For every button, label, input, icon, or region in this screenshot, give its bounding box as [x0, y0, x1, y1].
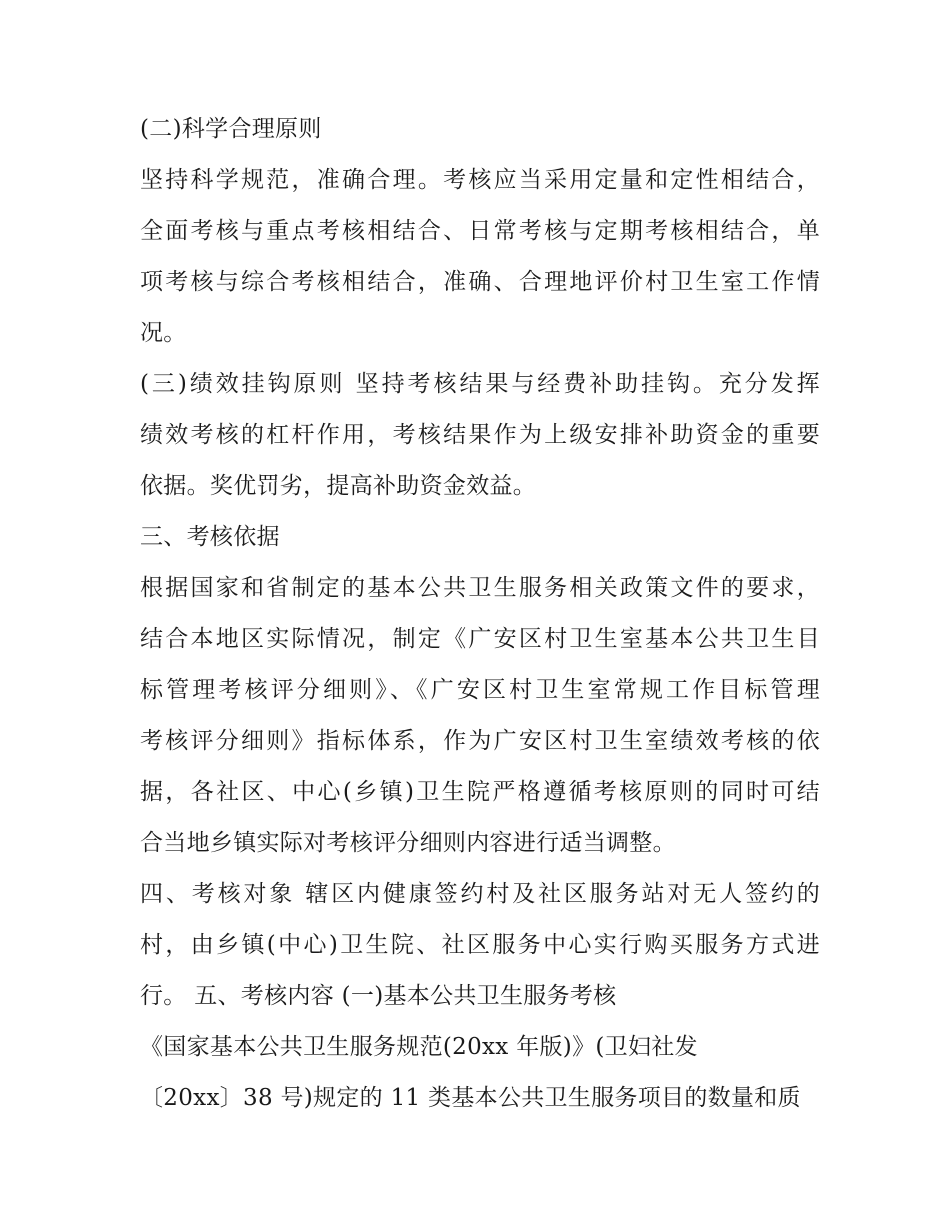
- body-text-line: 况。: [140, 320, 187, 346]
- body-text-line: 全面考核与重点考核相结合、日常考核与定期考核相结合，单: [140, 218, 820, 244]
- section-heading-content-line: 行。 五、考核内容 (一)基本公共卫生服务考核: [140, 983, 617, 1009]
- body-text-line: 合当地乡镇实际对考核评分细则内容进行适当调整。: [140, 830, 676, 856]
- section-heading-3-line: (三)绩效挂钩原则 坚持考核结果与经费补助挂钩。充分发挥: [140, 371, 820, 397]
- body-text-line: 绩效考核的杠杆作用，考核结果作为上级安排补助资金的重要: [140, 422, 820, 448]
- body-text-line: 项考核与综合考核相结合，准确、合理地评价村卫生室工作情: [140, 269, 820, 295]
- body-text-line: 〔20xx〕38 号)规定的 11 类基本公共卫生服务项目的数量和质: [140, 1085, 801, 1111]
- body-text-line: 村，由乡镇(中心)卫生院、社区服务中心实行购买服务方式进: [140, 932, 820, 958]
- body-text-line: 《国家基本公共卫生服务规范(20xx 年版)》(卫妇社发: [140, 1034, 698, 1060]
- body-text-line: 根据国家和省制定的基本公共卫生服务相关政策文件的要求，: [140, 575, 820, 601]
- body-text-line: 考核评分细则》指标体系，作为广安区村卫生室绩效考核的依: [140, 728, 820, 754]
- body-text-line: 依据。奖优罚劣，提高补助资金效益。: [140, 473, 537, 499]
- section-heading-basis: 三、考核依据: [140, 524, 280, 550]
- body-text-line: 坚持科学规范，准确合理。考核应当采用定量和定性相结合，: [140, 167, 820, 193]
- body-text-line: 据，各社区、中心(乡镇)卫生院严格遵循考核原则的同时可结: [140, 779, 820, 805]
- section-heading-target-line: 四、考核对象 辖区内健康签约村及社区服务站对无人签约的: [140, 881, 820, 907]
- body-text-line: 标管理考核评分细则》、《广安区村卫生室常规工作目标管理: [140, 677, 820, 703]
- body-text-line: 结合本地区实际情况，制定《广安区村卫生室基本公共卫生目: [140, 626, 820, 652]
- section-heading-2: (二)科学合理原则: [140, 116, 322, 142]
